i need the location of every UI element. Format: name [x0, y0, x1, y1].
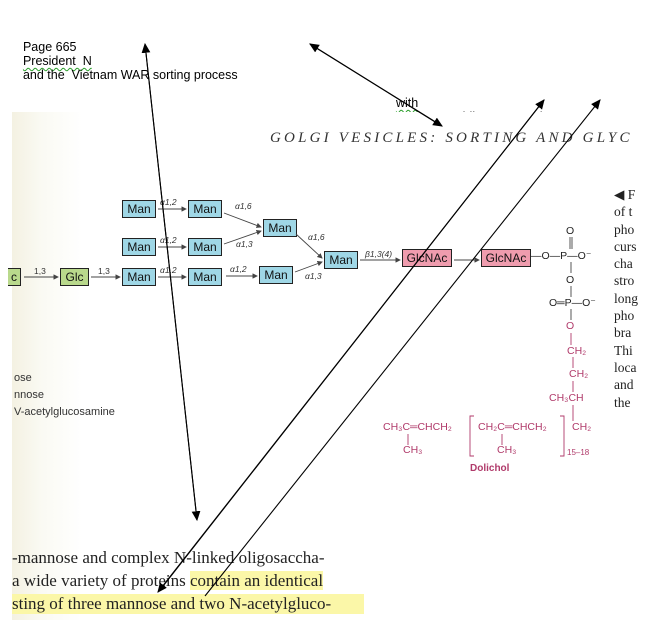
bond-label: α1,6 [235, 201, 252, 211]
legend-item: ose [14, 372, 32, 384]
glcnac-box-2: GlcNAc [481, 249, 531, 267]
body-line-1: -mannose and complex N-linked oligosaccha- [12, 548, 325, 567]
glc-partial-box: c [8, 268, 21, 286]
bond-label: α1,3 [236, 239, 253, 249]
caption-line: Thi [614, 342, 633, 358]
man-box-r1c2: Man [188, 200, 222, 218]
annotation-arrows [145, 44, 600, 596]
bond-label: α1,3 [305, 271, 322, 281]
caption-line: long [614, 290, 639, 306]
bond-label: α1,2 [160, 265, 177, 275]
man-box-r2c2: Man [188, 238, 222, 256]
man-box-r2c1: Man [122, 238, 156, 256]
dolichol-ch3-left: CH₃ [403, 444, 423, 456]
phosphate-1: —O—P—O⁻ [531, 250, 592, 262]
glcnac-box-1: GlcNAc [402, 249, 452, 267]
bond-label: α1,2 [230, 264, 247, 274]
caption-line: pho [614, 308, 635, 324]
dolichol-ch3-mid: CH₃ [497, 444, 517, 456]
phosphate-o-top: O [566, 225, 575, 237]
arrow-to-nose [205, 100, 600, 596]
caption-line: pho [614, 221, 635, 237]
dolichol-ch3ch: CH₃CH [549, 392, 584, 404]
page-number: Page 665 [22, 40, 77, 54]
caption-line: loca [614, 359, 637, 375]
man-box-core: Man [324, 251, 358, 269]
bond-label: α1,2 [160, 197, 177, 207]
phosphate-o-bottom: O [566, 320, 575, 332]
dolichol-ch2-b: CH₂ [569, 368, 589, 380]
caption-line: ◀ F [614, 187, 636, 202]
phosphate-2: O═P—O⁻ [549, 297, 596, 309]
dolichol-name: Dolichol [470, 463, 510, 474]
bond-label: 1,3 [98, 266, 110, 276]
caption-line: and [614, 377, 634, 393]
legend-item: V-acetylglucosamine [14, 406, 115, 418]
bond-label: 1,3 [34, 266, 46, 276]
caption-line: of t [614, 204, 633, 220]
with-word: with [395, 96, 419, 110]
glc-box: Glc [60, 268, 89, 286]
bond-label: α1,2 [160, 235, 177, 245]
dolichol-ch2-end: CH₂ [572, 421, 592, 433]
president-label: President N [22, 54, 92, 68]
caption-line: the [614, 394, 631, 410]
legend-item: nnose [14, 389, 44, 401]
dolichol-bonds [408, 333, 573, 456]
running-head: GOLGI VESICLES: SORTING AND GLYC [270, 130, 633, 146]
dolichol-ch2-a: CH₂ [567, 345, 587, 357]
phosphate-bonds [570, 237, 572, 320]
caption-line: stro [614, 273, 635, 289]
bond-label: β1,3(4) [365, 249, 393, 259]
man-box-r3c1: Man [122, 268, 156, 286]
body-line-2a: a wide variety of proteins [12, 571, 190, 590]
man-box-branch: Man [263, 219, 297, 237]
body-line-3: sting of three mannose and two N-acetylgluco- [12, 594, 364, 614]
dolichol-subscript: 15–18 [567, 448, 590, 457]
dolichol-repeat-unit: CH₂C═CHCH₂ [478, 421, 547, 433]
caption-line: curs [614, 238, 637, 254]
phosphate-bridge-o: O [566, 274, 575, 286]
man-box-r1c1: Man [122, 200, 156, 218]
caption-line: cha [614, 256, 633, 272]
title-rest: and the Vietnam WAR sorting process [22, 68, 238, 82]
highlighted-text: contain an identical [189, 571, 324, 590]
bond-label: α1,6 [308, 232, 325, 242]
diagram-arrows [24, 209, 479, 277]
man-box-r3c2: Man [188, 268, 222, 286]
caption-line: bra [614, 325, 632, 341]
man-box-r3c3: Man [259, 266, 293, 284]
dolichol-chain-start: CH₃C═CHCH₂ [383, 421, 452, 433]
